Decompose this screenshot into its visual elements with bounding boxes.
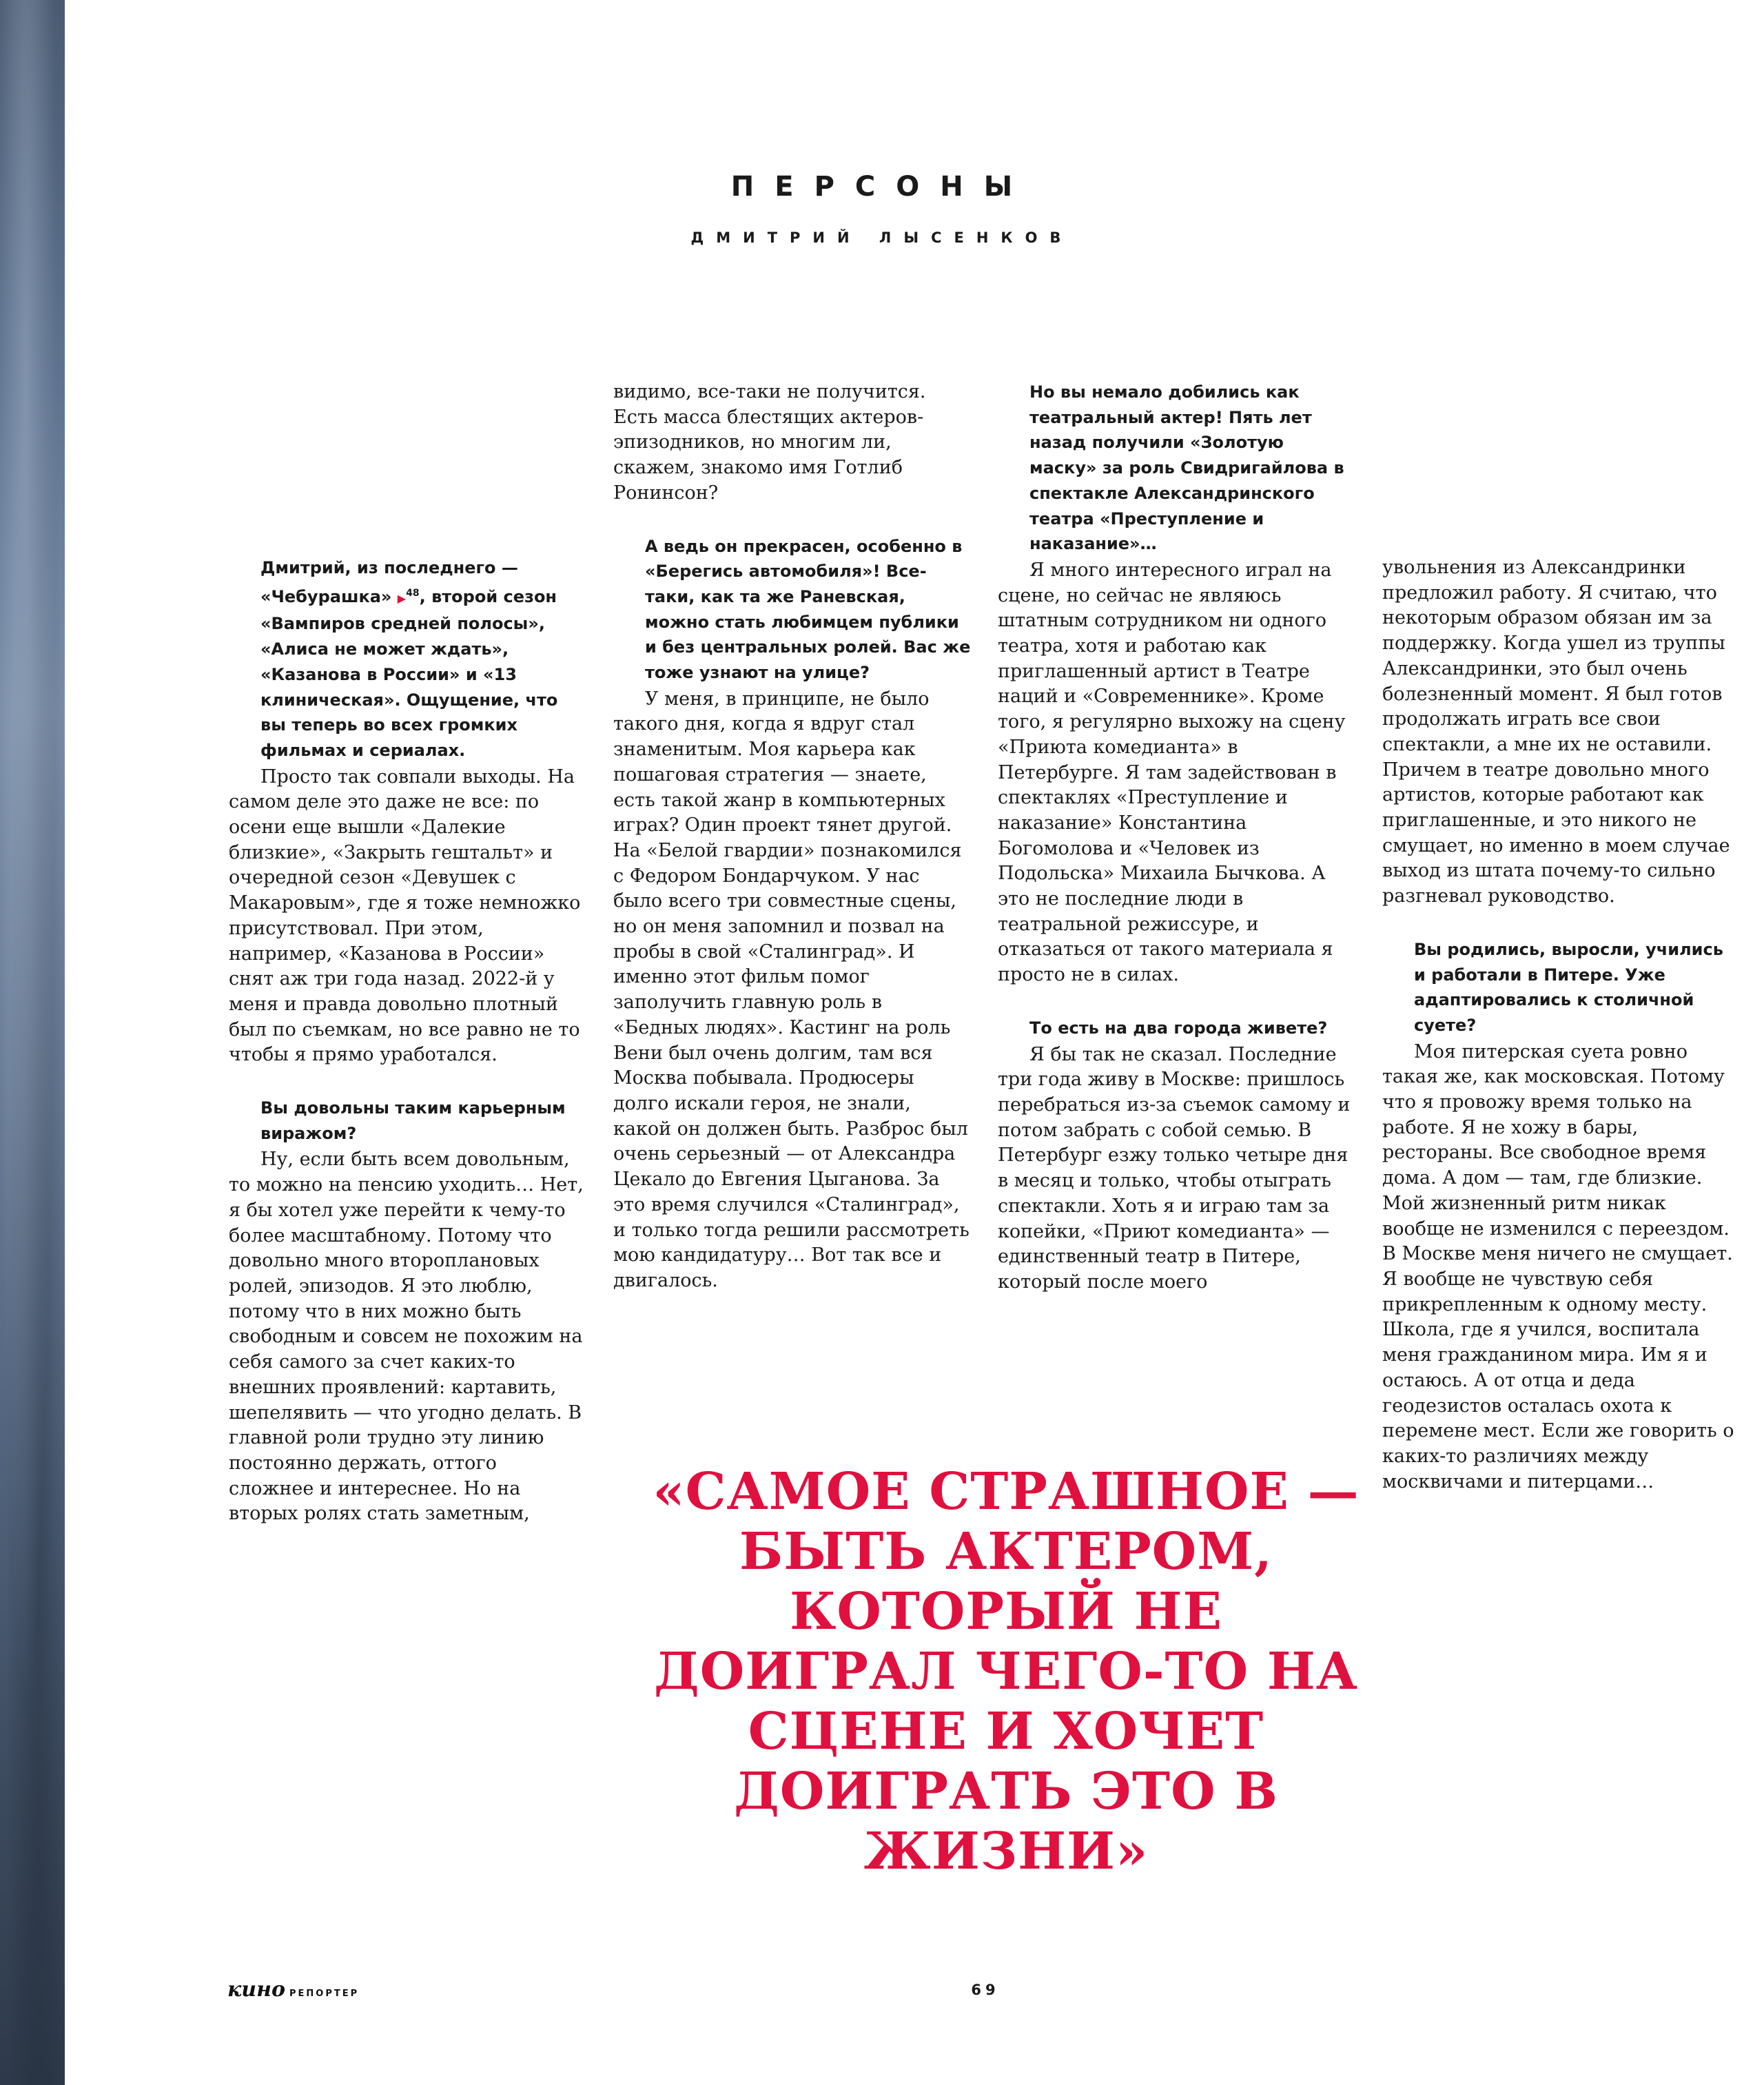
question: Дмитрий, из последнего — «Чебурашка» ▶$^{48}$, второй сезон «Вампиров средней полосы», «Алиса не может ждать», «Казанова в России» и «13 клиническая». Ощущение, что вы теперь во всех громких фильмах и сериалах. (260, 558, 558, 760)
column-1 (229, 555, 587, 1527)
answer: Я бы так не сказал. Последние три года живу в Москве: пришлось перебраться из-за съемок самому и потом забрать с собой семью. В Петербург езжу только четыре дня в месяц и только, чтобы отыграть спектакли. Хоть я и играю там за копейки, «Приют комедианта» — единственный театр в Питере, который после моего (998, 1043, 1351, 1293)
logo-reporter: РЕПОРТЕР (289, 1989, 360, 1999)
question: Вы родились, выросли, учились и работали в Питере. Уже адаптировались к столичной суете? (1414, 939, 1723, 1035)
answer: увольнения из Александринки предложил работу. Я считаю, что некоторым образом обязан им за поддержку. Когда ушел из труппы Александринки, это был очень болезненный момент. Я был готов продолжать играть все свои спектакли, а мне их не оставили. Причем в театре довольно много артистов, которые работают как приглашенные, и это никого не смущает, но именно в моем случае выход из штата почему-то сильно разгневал руководство. (1382, 557, 1730, 907)
answer: Моя питерская суета ровно такая же, как московская. Потому что я провожу время только на работе. Я не хожу в бары, рестораны. Все свободное время дома. А дом — там, где близкие. Мой жизненный ритм никак вообще не изменился с переездом. В Москве меня ничего не смущает. Я вообще не чувствую себя прикрепленным к одному месту. Школа, где я учился, воспитала меня гражданином мира. Им я и остаюсь. А от отца и деда геодезистов осталась охота к перемене мест. Если же говорить о каких-то различиях между москвичами и питерцами… (1382, 1040, 1734, 1492)
question: А ведь он прекрасен, особенно в «Берегись автомобиля»! Все-таки, как та же Раневская, можно стать любимцем публики и без центральных ролей. Вас же тоже узнают на улице? (645, 536, 971, 683)
question: Вы довольны таким карьерным виражом? (260, 1098, 566, 1143)
column-3 (998, 380, 1356, 1295)
question: То есть на два города живете? (1029, 1018, 1328, 1038)
author-name: ДМИТРИЙ ЛЫСЕНКОВ (690, 229, 1074, 246)
photo-edge (0, 0, 65, 2085)
page-reference: 48 (406, 587, 420, 599)
answer: видимо, все-таки не получится. Есть масса блестящих актеров-эпизодников, но многим ли, скажем, знакомо имя Готлиб Ронинсон? (613, 381, 926, 504)
answer: Просто так совпали выходы. На самом деле это даже не все: по осени еще вышли «Далекие близкие», «Закрыть гештальт» и очередной сезон «Девушек с Макаровым», где я тоже немножко присутствовал. При этом, например, «Казанова в России» снят аж три года назад. 2022-й у меня и правда довольно плотный был по съемкам, но все равно не то чтобы я прямо уработался. (229, 766, 581, 1066)
column-4 (1382, 555, 1741, 1495)
question: Но вы немало добились как театральный актер! Пять лет назад получили «Золотую маску» за роль Свидригайлова в спектакле Александринского театра «Преступление и наказание»… (1029, 382, 1344, 554)
page-number: 69 (971, 1982, 1000, 1998)
logo-kino: кино (227, 1978, 285, 2002)
answer: Я много интересного играл на сцене, но сейчас не являюсь штатным сотрудником ни одного театра, хотя и работаю как приглашенный артист в Театре наций и «Современнике». Кроме того, я регулярно выхожу на сцену «Приюта комедианта» в Петербурге. Я там задействован в спектаклях «Преступление и наказание» Константина Богомолова и «Человек из Подольска» Михаила Бычкова. А это не последние люди в театральной режиссуре, и отказаться от такого материала я просто не в силах. (998, 559, 1346, 986)
arrow-right-icon: ▶ (397, 591, 407, 605)
pull-quote: «САМОЕ СТРАШНОЕ — БЫТЬ АКТЕРОМ, КОТОРЫЙ НЕ ДОИГРАЛ ЧЕГО-ТО НА СЦЕНЕ И ХОЧЕТ ДОИГРАТЬ ЭТО В ЖИЗНИ» (653, 1462, 1360, 1881)
column-2 (613, 380, 972, 1294)
section-title: ПЕРСОНЫ (730, 171, 1034, 203)
answer: Ну, если быть всем довольным, то можно на пенсию уходить… Нет, я бы хотел уже перейти к чему-то более масштабному. Потому что довольно много второплановых ролей, эпизодов. Я это люблю, потому что в них можно быть свободным и совсем не похожим на себя самого за счет каких-то внешних проявлений: картавить, шепелявить — что угодно делать. В главной роли трудно эту линию постоянно держать, оттого сложнее и интереснее. Но на вторых ролях стать заметным, (229, 1149, 584, 1525)
magazine-logo (227, 1978, 359, 2002)
answer: У меня, в принципе, не было такого дня, когда я вдруг стал знаменитым. Моя карьера как пошаговая стратегия — знаете, есть такой жанр в компьютерных играх? Один проект тянет другой. На «Белой гвардии» познакомился с Федором Бондарчуком. У нас было всего три совместные сцены, но он меня запомнил и позвал на пробы в свой «Сталинград». И именно этот фильм помог заполучить главную роль в «Бедных людях». Кастинг на роль Вени был очень долгим, там вся Москва побывала. Продюсеры долго искали героя, не знали, какой он должен быть. Разброс был очень серьезный — от Александра Цекало до Евгения Цыганова. За это время случился «Сталинград», и только тогда решили рассмотреть мою кандидатуру… Вот так все и двигалось. (613, 688, 970, 1291)
